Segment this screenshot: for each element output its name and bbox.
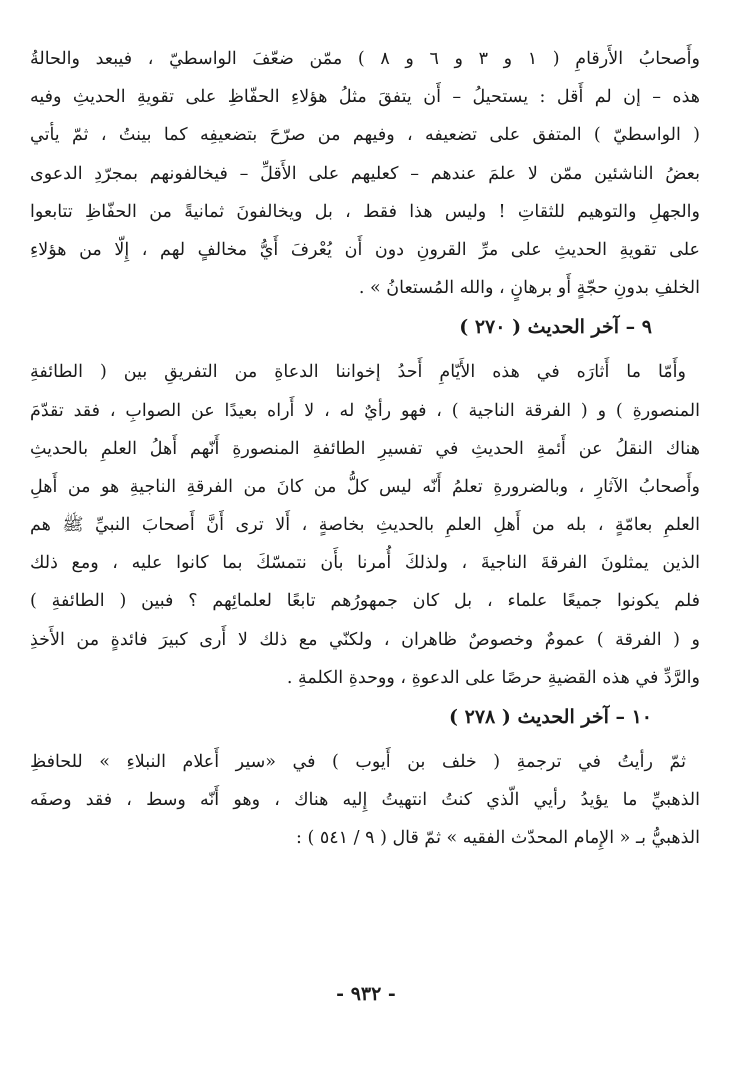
- paragraph-1: [30, 40, 700, 307]
- text-line: والرَّدِّ في هذه القضيةِ حرصًا على الدعوةِ ، ووحدةِ الكلمةِ .: [286, 667, 700, 688]
- text-line: على تقويةِ الحديثِ على مرِّ القرونِ دون أَن يُعْرفَ أَيُّ مخالفٍ لهم ، إِلّا من هؤلاءِ: [30, 239, 700, 260]
- text-line: وأَمّا ما أَثارَه في هذه الأَيّامِ أَحدُ إخواننا الدعاةِ من التفريقِ بين ( الطائفةِ: [30, 362, 686, 383]
- text-line: هذه – إن لم أَقل : يستحيلُ – أَن يتفقَ مثلُ هؤلاءِ الحفّاظِ على تقويةِ الحديثِ وفيه: [30, 87, 700, 108]
- text-line: الذين يمثلونَ الفرقةَ الناجيةَ ، ولذلكَ أُمرنا بأَن نتمسّكَ بما كانوا عليه ، ومع ذلك: [30, 553, 700, 574]
- text-line: فلم يكونوا جميعًا علماء ، بل كان جمهورُهم تابعًا لعلمائِهم ؟ فبين ( الطائفةِ ): [30, 591, 700, 612]
- section-heading-10: ١٠ – آخر الحديث ( ٢٧٨ ): [449, 706, 652, 728]
- paragraph-3: [30, 743, 700, 858]
- section-heading-9: ٩ – آخر الحديث ( ٢٧٠ ): [459, 316, 652, 339]
- text-line: ثمّ رأيتُ في ترجمةِ ( خلف بن أَيوب ) في «سير أَعلام النبلاءِ » للحافظِ: [30, 752, 686, 772]
- text-line: بعضُ الناشئين ممّن لا علمَ عندهم – كعليهم على الأَقلِّ – فيخالفونهم بمجرّدِ الدعوى: [30, 163, 700, 184]
- text-line: وأَصحابُ الآثارِ ، وبالضرورةِ تعلمُ أَنّه ليس كلُّ من كانَ من الفرقةِ الناجيةِ هو من أَهلِ: [30, 476, 700, 497]
- book-page: [30, 40, 700, 858]
- text-line: ( الواسطيّ ) المتفق على تضعيفه ، وفيهم من صرّحَ بتضعيفِه كما بينتُ ، ثمّ يأتي: [30, 125, 700, 146]
- paragraph-2: [30, 353, 700, 697]
- text-line: الذهبيُّ بـ « الإِمام المحدّث الفقيه » ثمّ قال ( ٩ / ٥٤١ ) :: [296, 828, 700, 849]
- text-line: هناك النقلُ عن أَئمةِ الحديثِ في تفسيرِ الطائفةِ المنصورةِ أَنّهم أَهلُ العلمِ بالحديثِ: [30, 438, 700, 459]
- text-line: الذهبيِّ ما يؤيدُ رأيي الّذي كنتُ انتهيتُ إِليه هناك ، وهو أَنّه وسط ، فقد وصفَه: [30, 790, 700, 811]
- text-line: و ( الفرقة ) عمومٌ وخصوصٌ ظاهران ، ولكنّي مع ذلك لا أَرى كبيرَ فائدةٍ من الأَخذِ: [30, 629, 700, 650]
- text-line: الخلفِ بدونِ حجّةٍ أَو برهانٍ ، والله المُستعانُ » .: [358, 278, 700, 299]
- page-number: - ٩٣٢ -: [336, 983, 396, 1005]
- text-line: وأَصحابُ الأَرقامِ ( ١ و ٣ و ٦ و ٨ ) ممّن ضعّفَ الواسطيّ ، فيبعد والحالةُ: [30, 49, 700, 69]
- text-line: المنصورةِ ) و ( الفرقة الناجية ) ، فهو رأيٌ له ، لا أَراه بعيدًا عن الصوابِ ، فقد تقدّمَ: [30, 400, 700, 421]
- text-line: العلمِ بعامّةٍ ، بله من أَهلِ العلمِ بالحديثِ بخاصةٍ ، أَلا ترى أَنَّ أَصحابَ النبيِّ ﷺ هم: [30, 515, 700, 536]
- text-line: والجهلِ والتوهيم للثقاتِ ! وليس هذا فقط ، بل ويخالفونَ ثمانيةً من الحفّاظِ تتابعوا: [30, 201, 700, 222]
